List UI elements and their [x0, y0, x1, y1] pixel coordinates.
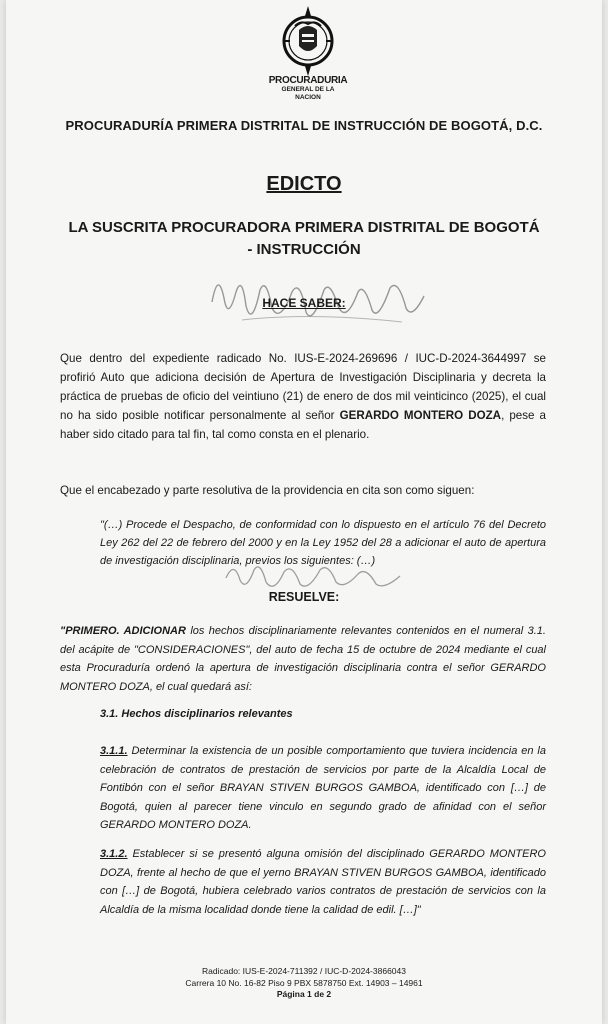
section-heading: 3.1. Hechos disciplinarios relevantes: [100, 708, 293, 720]
hace-saber-heading: HACE SABER:: [262, 296, 346, 310]
defendant-name: GERARDO MONTERO DOZA: [339, 409, 502, 422]
quoted-text: "(…) Procede el Despacho, de conformidad con lo dispuesto en el artículo 76 del Decreto Ley 262 del 22 de febrero del 2000 y en la Ley 1952 del 28 a adicionar el auto de apertura de investigación disciplinaria, previos los siguientes: (…): [100, 519, 546, 567]
page-number: Página 1 de 2: [276, 989, 332, 999]
section-number: 3.1.1.: [100, 745, 128, 757]
procuraduria-logo: [268, 6, 348, 102]
resuelve-heading: RESUELVE:: [268, 590, 340, 604]
paragraph-text: Que dentro del expediente radicado No. IUS-E-2024-269696 / IUC-D-2024-3644997 se profirió Auto que adiciona decisión de Apertura de Investigación Disciplinaria y decreta la práctica de pruebas de oficio del veintiuno (21) de enero de dos mil veinticinco (2025), el cual no ha sido posible notificar personalmente al señor: [60, 352, 546, 422]
page-footer: [6, 966, 602, 1001]
primero-lead: "PRIMERO. ADICIONAR: [60, 625, 186, 637]
issuer-heading: LA SUSCRITA PROCURADORA PRIMERA DISTRITAL DE BOGOTÁ - INSTRUCCIÓN: [68, 219, 540, 258]
paragraph-expediente: [60, 349, 546, 444]
section-3-1-1: [100, 742, 546, 835]
section-number: 3.1.2.: [100, 848, 128, 860]
office-heading: PROCURADURÍA PRIMERA DISTRITAL DE INSTRUCCIÓN DE BOGOTÁ, D.C.: [65, 118, 543, 133]
logo-name: PROCURADURIA: [268, 75, 348, 86]
footer-address: Carrera 10 No. 16-82 Piso 9 PBX 5878750 Ext. 14903 – 14961: [185, 977, 423, 988]
section-text: Determinar la existencia de un posible comportamiento que tuviera incidencia en la celebración de contratos de prestación de servicios por parte de la Alcaldía Local de Fontibón con el señor BRAYAN STIVEN BURGOS GAMBOA, identificado con […] de Bogotá, quien al parecer tiene vinculo en segundo grado de afinidad con el señor GERARDO MONTERO DOZA.: [100, 745, 546, 831]
primero-paragraph: [60, 622, 546, 696]
document-title: EDICTO: [266, 173, 342, 195]
edict-page: [6, 0, 602, 1024]
primero-text: los hechos disciplinariamente relevantes contenidos en el numeral 3.1. del acápite de "CONSIDERACIONES", del auto de fecha 15 de octubre de 2024 mediante el cual esta Procuraduría ordenó la apertura de investigación disciplinaria contra el señor GERARDO MONTERO DOZA, el cual quedará así:: [60, 625, 546, 693]
paragraph-text: , pese a haber sido citado para tal fin, tal como consta en el plenario.: [60, 409, 546, 441]
footer-radicado: Radicado: IUS-E-2024-711392 / IUC-D-2024-3866043: [202, 966, 406, 976]
logo-subtitle: GENERAL DE LA NACION: [281, 86, 335, 101]
section-3-1-2: [100, 845, 546, 919]
coat-of-arms-icon: [281, 6, 335, 76]
section-text: Establecer si se presentó alguna omisión del disciplinado GERARDO MONTERO DOZA, frente al hecho de que el yerno BRAYAN STIVEN BURGOS GAMBOA, identificado con […] de Bogotá, hubiera celebrado varios contratos de prestación de servicios con la Alcaldía de la misma localidad donde tiene la calidad de edil. […]": [100, 848, 546, 916]
paragraph-intro: Que el encabezado y parte resolutiva de la providencia en cita son como siguen:: [60, 484, 475, 497]
